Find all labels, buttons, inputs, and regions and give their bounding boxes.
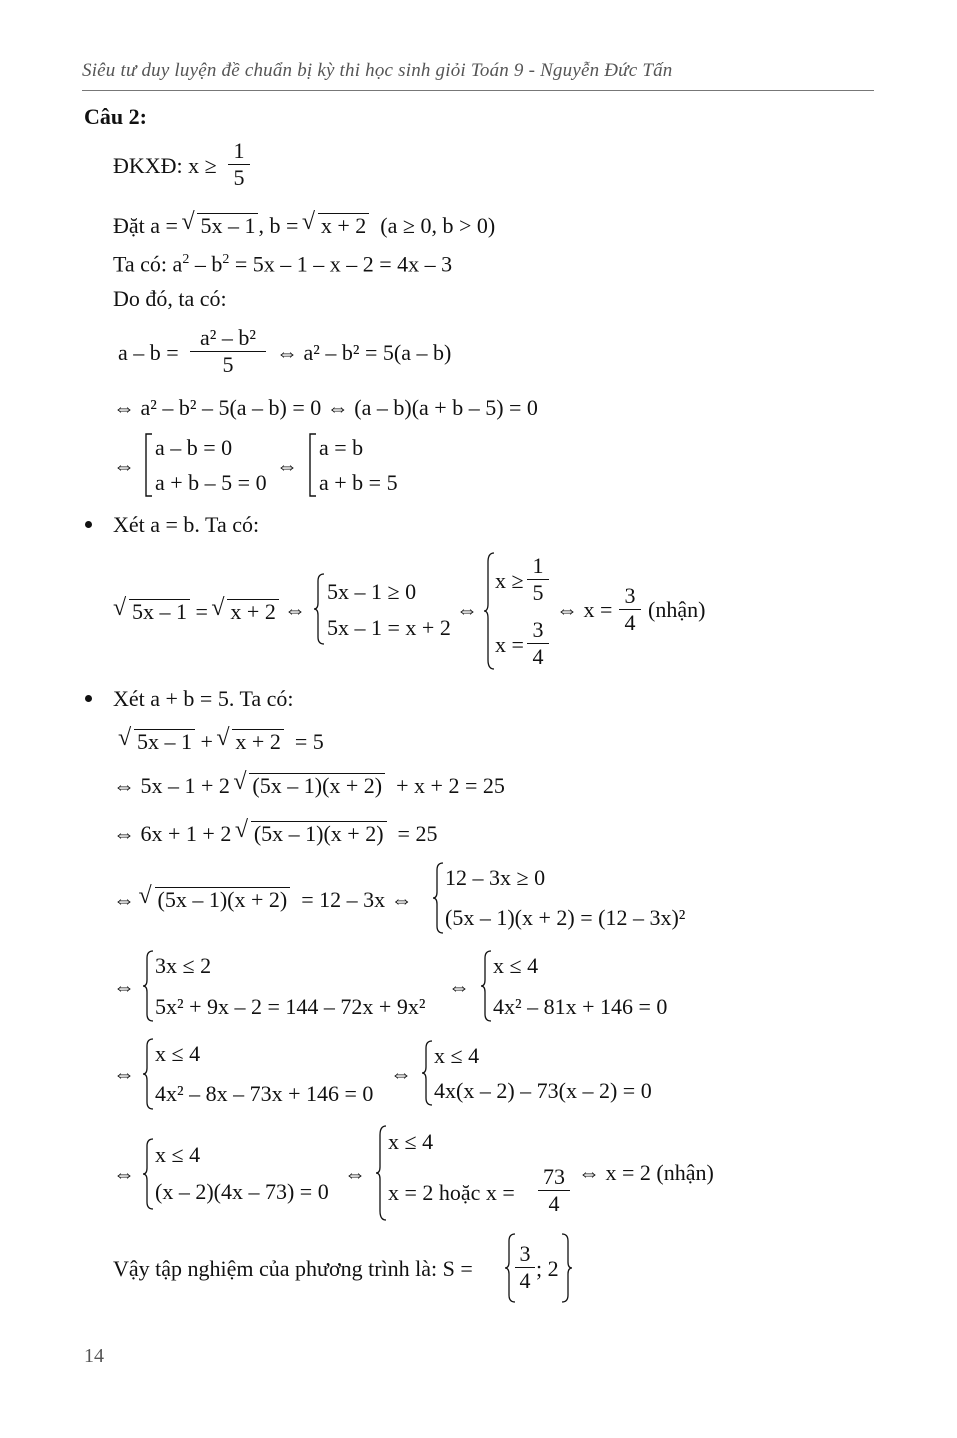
eq1-lhs: a – b = xyxy=(118,340,179,365)
case2-l5-t1: x ≤ 4 xyxy=(493,953,539,978)
conclusion-text: Vậy tập nghiệm của phương trình là: S = xyxy=(113,1256,473,1281)
case2-l5-s1: 3x ≤ 2 xyxy=(155,953,212,978)
case2-l7-t2: x = 2 hoặc x = xyxy=(388,1180,515,1205)
case2-l6-t2: 4x(x – 2) – 73(x – 2) = 0 xyxy=(434,1078,652,1103)
question-title: Câu 2: xyxy=(84,104,147,129)
dkxd-fraction: 1 5 xyxy=(228,140,250,189)
running-header: Siêu tư duy luyện đề chuẩn bị kỳ thi học sinh giỏi Toán 9 - Nguyễn Đức Tấn xyxy=(82,60,673,81)
case2-l6-brace2 xyxy=(422,1040,434,1106)
eq3-l2: a + b – 5 = 0 xyxy=(155,470,267,495)
case2-l7-arrow2: ⇔ xyxy=(344,1161,366,1186)
conclusion-brace-right xyxy=(562,1233,574,1303)
header-rule xyxy=(82,90,874,91)
case1-s2: 5x – 1 = x + 2 xyxy=(327,615,451,640)
case1-result-fraction: 3 4 xyxy=(619,585,641,634)
case2-l4-s1: 12 – 3x ≥ 0 xyxy=(445,865,546,890)
case2-l5-s2: 5x² + 9x – 2 = 144 – 72x + 9x² xyxy=(155,994,426,1019)
page-number: 14 xyxy=(84,1345,104,1367)
case2-line2: ⇔ 5x – 1 + 2 √ (5x – 1)(x + 2) + x + 2 = 25 xyxy=(113,773,505,797)
case2-title: Xét a + b = 5. Ta có: xyxy=(113,686,294,711)
eq2-line: ⇔ a² – b² – 5(a – b) = 0 ⇔ (a – b)(a + b – 5) = 0 xyxy=(113,395,538,420)
case1-lhs: √ 5x – 1 = √ x + 2 xyxy=(115,599,279,623)
dkxd-label: ĐKXĐ: x ≥ xyxy=(113,153,217,178)
case2-l5-brace1 xyxy=(143,950,155,1022)
taco-line: Ta có: $a^2 - b^2 = 5x - 1 - x - 2 = 4x - 3$ xyxy=(113,251,453,277)
case2-l6-s2: 4x² – 8x – 73x + 146 = 0 xyxy=(155,1081,374,1106)
eq3-bracket2 xyxy=(308,433,318,497)
case2-l4-s2: (5x – 1)(x + 2) = (12 – 3x)² xyxy=(445,905,686,930)
case2-l4-brace xyxy=(433,862,445,934)
case1-title: Xét a = b. Ta có: xyxy=(113,512,260,537)
eq3-arrow2: ⇔ xyxy=(276,453,298,478)
case1-s1: 5x – 1 ≥ 0 xyxy=(327,579,417,604)
case2-l7-s1: x ≤ 4 xyxy=(155,1142,201,1167)
eq1-rhs: ⇔ a² – b² = 5(a – b) xyxy=(276,340,452,365)
case1-t1-fraction: 1 5 xyxy=(527,555,549,604)
bullet xyxy=(85,521,92,528)
case2-l5-arrow1: ⇔ xyxy=(113,974,135,999)
case2-line4: ⇔ √ (5x – 1)(x + 2) = 12 – 3x ⇔ xyxy=(113,887,413,911)
substitution-line: Đặt a = √ 5x – 1 , b = √ x + 2 (a ≥ 0, b > 0) xyxy=(113,213,495,237)
conclusion-rest: ; 2 xyxy=(536,1256,559,1281)
case1-accept: (nhận) xyxy=(648,597,706,622)
eq3-bracket1 xyxy=(144,433,154,497)
case2-line1: √ 5x – 1 + √ x + 2 = 5 xyxy=(120,729,324,753)
case1-t2-fraction: 3 4 xyxy=(527,619,549,668)
case2-l6-s1: x ≤ 4 xyxy=(155,1041,201,1066)
case1-arrow1: ⇔ xyxy=(284,597,306,622)
bullet xyxy=(85,695,92,702)
case2-l5-arrow2: ⇔ xyxy=(448,974,470,999)
case1-t1: x ≥ xyxy=(495,568,524,593)
eq3-l1: a – b = 0 xyxy=(155,435,233,460)
eq3-r1: a = b xyxy=(319,435,364,460)
case1-brace1 xyxy=(314,573,326,645)
case2-l7-t1: x ≤ 4 xyxy=(388,1129,434,1154)
case2-l7-s2: (x – 2)(4x – 73) = 0 xyxy=(155,1179,329,1204)
case2-l6-arrow1: ⇔ xyxy=(113,1061,135,1086)
case1-t2: x = xyxy=(495,632,524,657)
conclusion-fraction: 3 4 xyxy=(515,1243,535,1292)
case2-l7-result: ⇔ x = 2 (nhận) xyxy=(578,1160,714,1185)
case2-l6-brace1 xyxy=(143,1038,155,1110)
case2-l7-arrow1: ⇔ xyxy=(113,1161,135,1186)
case2-l6-t1: x ≤ 4 xyxy=(434,1043,480,1068)
case2-l7-brace2 xyxy=(376,1125,388,1221)
case2-l6-arrow2: ⇔ xyxy=(390,1061,412,1086)
case1-result: ⇔ x = xyxy=(556,597,613,622)
case2-l5-brace2 xyxy=(481,950,493,1022)
eq3-r2: a + b = 5 xyxy=(319,470,398,495)
eq3-arrow1: ⇔ xyxy=(113,453,135,478)
dodo-line: Do đó, ta có: xyxy=(113,286,227,311)
eq1-fraction: a² – b² 5 xyxy=(190,327,266,376)
case2-l7-brace1 xyxy=(143,1138,155,1210)
case2-l7-fraction: 73 4 xyxy=(538,1166,570,1215)
case1-arrow2: ⇔ xyxy=(456,597,478,622)
case2-l5-t2: 4x² – 81x + 146 = 0 xyxy=(493,994,668,1019)
case2-line3: ⇔ 6x + 1 + 2 √ (5x – 1)(x + 2) = 25 xyxy=(113,821,437,845)
